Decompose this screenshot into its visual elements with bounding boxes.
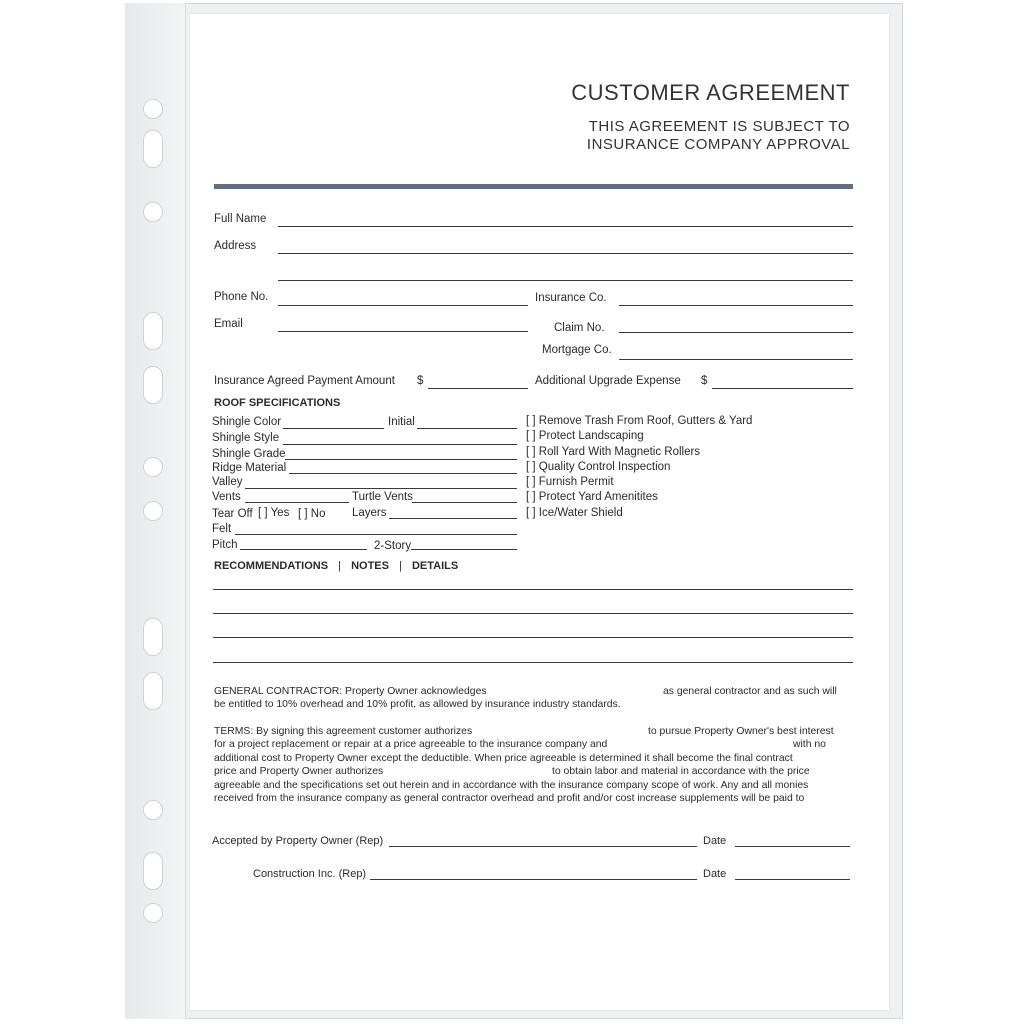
upgrade-expense-label: Additional Upgrade Expense: [535, 375, 681, 387]
punch-slot: [143, 312, 163, 350]
punch-slot: [143, 672, 163, 710]
owner-signature-field[interactable]: [389, 846, 697, 847]
address-field-line-1[interactable]: [278, 253, 853, 254]
terms-line-2a: for a project replacement or repair at a price agreeable to the insurance company and: [214, 739, 608, 750]
ridge-material-label: Ridge Material: [212, 462, 287, 474]
terms-line-1a: TERMS: By signing this agreement customer authorizes: [214, 726, 473, 737]
form-title: CUSTOMER AGREEMENT: [571, 80, 850, 105]
pitch-label: Pitch: [212, 539, 238, 551]
turtle-vents-field[interactable]: [412, 502, 517, 503]
claim-no-field[interactable]: [619, 332, 853, 333]
initial-field[interactable]: [417, 428, 517, 429]
shingle-style-label: Shingle Style: [212, 432, 280, 444]
recommendations-heading: RECOMMENDATIONS: [214, 560, 329, 572]
owner-signature-label: Accepted by Property Owner (Rep): [212, 835, 384, 847]
tear-off-label: Tear Off: [212, 508, 253, 520]
heading-separator: |: [399, 560, 402, 572]
shingle-grade-label: Shingle Grade: [212, 448, 286, 460]
notes-heading-text: NOTES: [351, 560, 389, 572]
pitch-field[interactable]: [240, 549, 367, 550]
punch-hole: [143, 202, 163, 222]
general-contractor-line-1b: as general contractor and as such will: [663, 686, 837, 697]
terms-line-2b: with no: [793, 739, 826, 750]
punch-hole: [143, 903, 163, 923]
shingle-color-field[interactable]: [283, 428, 384, 429]
initial-label: Initial: [388, 416, 415, 428]
full-name-field[interactable]: [278, 226, 853, 227]
terms-line-6: received from the insurance company as general contractor overhead and profit and/or cost increase supplements will be paid to: [214, 793, 805, 804]
felt-field[interactable]: [235, 534, 517, 535]
punch-slot: [143, 366, 163, 404]
terms-line-1b: to pursue Property Owner's best interest: [648, 726, 834, 737]
payment-amount-field[interactable]: [428, 388, 528, 389]
payment-currency-symbol: $: [417, 375, 424, 387]
terms-line-4a: price and Property Owner authorizes: [214, 766, 384, 777]
form-subtitle: [587, 118, 850, 154]
claim-no-label: Claim No.: [554, 322, 605, 334]
notes-line-2[interactable]: [213, 613, 853, 614]
mortgage-co-label: Mortgage Co.: [542, 344, 612, 356]
upgrade-expense-field[interactable]: [712, 388, 853, 389]
checklist-item-trash[interactable]: [ ] Remove Trash From Roof, Gutters & Yard: [526, 415, 753, 427]
phone-field[interactable]: [278, 305, 528, 306]
mortgage-co-field[interactable]: [619, 359, 853, 360]
owner-date-field[interactable]: [735, 846, 850, 847]
owner-date-label: Date: [703, 835, 727, 847]
payment-amount-label: Insurance Agreed Payment Amount: [214, 375, 395, 387]
tear-off-yes-checkbox[interactable]: [ ] Yes: [258, 507, 290, 519]
checklist-item-magnetic-rollers[interactable]: [ ] Roll Yard With Magnetic Rollers: [526, 446, 701, 458]
checklist-item-yard-amenities[interactable]: [ ] Protect Yard Amenitites: [526, 491, 658, 503]
layers-label: Layers: [352, 507, 387, 519]
two-story-field[interactable]: [411, 549, 517, 550]
ridge-material-field[interactable]: [289, 473, 517, 474]
two-story-label: 2-Story: [374, 540, 412, 552]
construction-date-field[interactable]: [735, 879, 850, 880]
insurance-co-field[interactable]: [619, 305, 853, 306]
upgrade-currency-symbol: $: [701, 375, 708, 387]
subtitle-line-1: THIS AGREEMENT IS SUBJECT TO: [588, 118, 850, 135]
terms-line-4b: to obtain labor and material in accordance with the price: [552, 766, 810, 777]
construction-signature-label: Construction Inc. (Rep): [253, 868, 367, 880]
insurance-co-label: Insurance Co.: [535, 292, 607, 304]
phone-label: Phone No.: [214, 291, 269, 303]
shingle-grade-field[interactable]: [285, 459, 517, 460]
checklist-item-landscaping[interactable]: [ ] Protect Landscaping: [526, 430, 644, 442]
punch-hole: [143, 800, 163, 820]
punch-hole: [143, 457, 163, 477]
valley-field[interactable]: [245, 488, 517, 489]
vents-label: Vents: [212, 491, 241, 503]
punch-slot: [143, 852, 163, 890]
shingle-color-label: Shingle Color: [212, 416, 282, 428]
address-label: Address: [214, 240, 257, 252]
full-name-label: Full Name: [214, 213, 267, 225]
email-label: Email: [214, 318, 243, 330]
general-contractor-line-1a: GENERAL CONTRACTOR: Property Owner acknowledges: [214, 686, 487, 697]
turtle-vents-label: Turtle Vents: [352, 491, 413, 503]
heading-separator: |: [338, 560, 341, 572]
layers-field[interactable]: [389, 518, 517, 519]
tear-off-no-checkbox[interactable]: [ ] No: [298, 508, 326, 520]
roof-specs-heading: ROOF SPECIFICATIONS: [214, 397, 341, 409]
construction-date-label: Date: [703, 868, 727, 880]
checklist-item-ice-water-shield[interactable]: [ ] Ice/Water Shield: [526, 507, 623, 519]
vents-field[interactable]: [245, 502, 349, 503]
punch-slot: [143, 618, 163, 656]
construction-signature-field[interactable]: [370, 879, 697, 880]
shingle-style-field[interactable]: [283, 444, 517, 445]
terms-line-3: additional cost to Property Owner except the deductible. When price agreeable is determined it shall become the final contract: [214, 753, 793, 764]
punch-hole: [143, 501, 163, 521]
notes-line-4[interactable]: [213, 662, 853, 663]
subtitle-line-2: INSURANCE COMPANY APPROVAL: [586, 136, 850, 153]
email-field[interactable]: [278, 331, 528, 332]
details-heading: DETAILS: [411, 560, 459, 572]
notes-line-3[interactable]: [213, 637, 853, 638]
terms-line-5: agreeable and the specifications set out herein and in accordance with the insurance company scope of work. Any and all monies: [214, 780, 809, 791]
valley-label: Valley: [212, 476, 243, 488]
general-contractor-line-2: be entitled to 10% overhead and 10% profit, as allowed by insurance industry standards.: [214, 699, 621, 710]
punch-hole: [143, 99, 163, 119]
address-field-line-2[interactable]: [278, 280, 853, 281]
notes-line-1[interactable]: [213, 589, 853, 590]
punch-slot: [143, 130, 163, 168]
felt-label: Felt: [212, 523, 232, 535]
notes-heading: [214, 560, 458, 572]
checklist-item-quality-control[interactable]: [ ] Quality Control Inspection: [526, 461, 671, 473]
checklist-item-permit[interactable]: [ ] Furnish Permit: [526, 476, 614, 488]
header-rule: [214, 184, 853, 189]
